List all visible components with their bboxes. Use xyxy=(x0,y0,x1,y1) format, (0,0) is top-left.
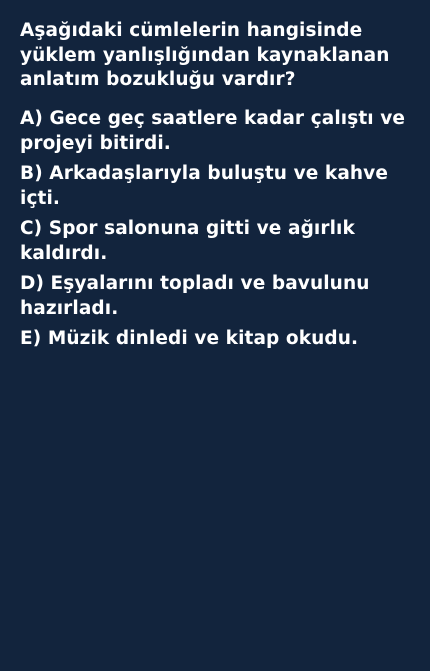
question-text: Aşağıdaki cümlelerin hangisinde yüklem yanlışlığından kaynaklanan anlatım bozukluğu vardır? xyxy=(20,20,390,91)
option-c[interactable]: C) Spor salonuna gitti ve ağırlık kaldırdı. xyxy=(20,218,355,264)
option-d[interactable]: D) Eşyalarını topladı ve bavulunu hazırladı. xyxy=(20,273,370,319)
option-e[interactable]: E) Müzik dinledi ve kitap okudu. xyxy=(20,328,359,350)
option-b[interactable]: B) Arkadaşlarıyla buluştu ve kahve içti. xyxy=(20,163,388,209)
option-a[interactable]: A) Gece geç saatlere kadar çalıştı ve projeyi bitirdi. xyxy=(20,108,406,154)
answer-options xyxy=(20,107,410,352)
